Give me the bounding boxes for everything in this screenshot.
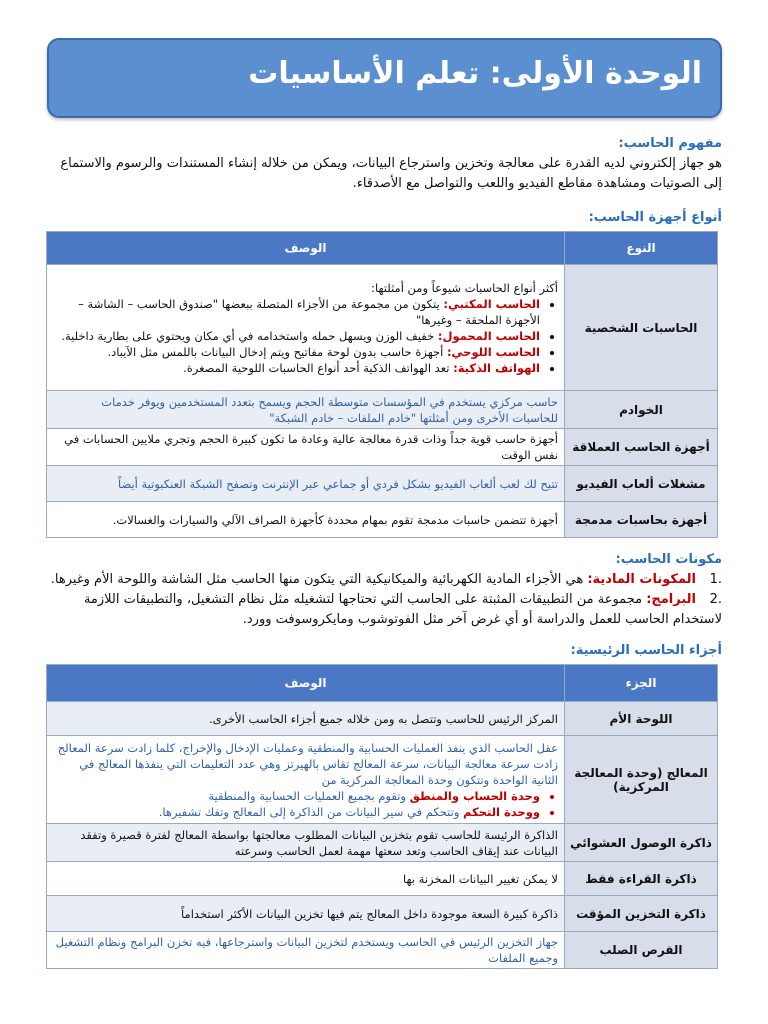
title-banner xyxy=(47,38,722,118)
item-text: يتكون من مجموعة من الأجزاء المتصلة ببعضها "صندوق الحاسب – الشاشة – الأجهزة الملحقة – وغيرها" xyxy=(78,296,540,327)
item-text: أجهزة حاسب بدون لوحة مفاتيح ويتم إدخال البيانات باللمس مثل الآيباد. xyxy=(107,344,447,359)
part-cell: ذاكرة الوصول العشوائي xyxy=(565,824,718,862)
page-title: الوحدة الأولى: تعلم الأساسيات xyxy=(248,56,702,91)
personal-intro: أكثر أنواع الحاسبات شيوعاً ومن أمثلتها: xyxy=(371,280,558,295)
desc-cell xyxy=(47,736,565,824)
part-cell: اللوحة الأم xyxy=(565,702,718,736)
item-term: البرامج: xyxy=(646,592,696,607)
item-term: الحاسب المكتبي: xyxy=(443,296,540,311)
table-row xyxy=(47,429,718,466)
col-desc-header: الوصف xyxy=(47,232,565,265)
list-item xyxy=(42,570,722,590)
types-table xyxy=(46,231,718,538)
part-cell: ذاكرة التخزين المؤقت xyxy=(565,896,718,932)
item-text: مجموعة من التطبيقات المثبتة على الحاسب التي تحتاجها لتشغيله مثل نظام التشغيل، والتطبيقات اللازمة لاستخدام الحاسب للعمل والدراسة أو أي غرض آخر مثل الفوتوشوب ومايكروسوفت وورد. xyxy=(83,592,722,627)
parts-header-row xyxy=(47,665,718,702)
part-cell: ذاكرة القراءة فقط xyxy=(565,862,718,896)
table-row xyxy=(47,265,718,391)
types-header-row xyxy=(47,232,718,265)
type-cell: أجهزة الحاسب العملاقة xyxy=(565,429,718,466)
desc-cell: لا يمكن تغيير البيانات المخزنة بها xyxy=(47,862,565,896)
item-term: الحاسب المحمول: xyxy=(437,328,540,343)
item-text: وتتحكم في سير البيانات من الذاكرة إلى المعالج وتفك تشفيرها. xyxy=(158,804,464,819)
part-cell: القرص الصلب xyxy=(565,932,718,969)
item-term: وحدة الحساب والمنطق xyxy=(409,788,540,803)
table-row xyxy=(47,702,718,736)
item-text: وتقوم بجميع العمليات الحسابية والمنطقية xyxy=(208,788,410,803)
item-number: .2 xyxy=(709,592,722,607)
parts-table xyxy=(46,664,718,969)
item-term: الحاسب اللوحي: xyxy=(446,344,540,359)
col-type-header: النوع xyxy=(565,232,718,265)
cpu-list xyxy=(53,788,558,820)
table-row xyxy=(47,391,718,429)
table-row xyxy=(47,896,718,932)
type-cell: أجهزة بحاسبات مدمجة xyxy=(565,502,718,538)
type-cell: الحاسبات الشخصية xyxy=(565,265,718,391)
parts-heading: أجزاء الحاسب الرئيسية: xyxy=(570,643,722,658)
desc-cell: ذاكرة كبيرة السعة موجودة داخل المعالج يتم فيها تخزين البيانات الأكثر استخداماً xyxy=(47,896,565,932)
item-text: هي الأجزاء المادية الكهربائية والميكانيكية التي يتكون منها الحاسب مثل الشاشة واللوحة الأم وغيرها. xyxy=(50,572,588,587)
col-part-header: الجزء xyxy=(565,665,718,702)
type-cell: الخوادم xyxy=(565,391,718,429)
table-row xyxy=(47,736,718,824)
desc-cell: تتيح لك لعب ألعاب الفيديو بشكل فردي أو جماعي عبر الإنترنت وتصفح الشبكة العنكبوتية أيضاً xyxy=(47,466,565,502)
cpu-intro: عقل الحاسب الذي ينفذ العمليات الحسابية والمنطقية وعمليات الإدخال والإخراج، كلما زادت سرعة المعالج زادت سرعة معالجة البيانات، سرعة المعالج تقاس بالهيرتز وهي عدد التعليمات التي ينفذها المعالج في الثانية الواحدة وتتكون وحدة المعالجة المركزية من xyxy=(57,740,558,787)
components-list xyxy=(42,570,722,630)
desc-cell: أجهزة تتضمن حاسبات مدمجة تقوم بمهام محددة كأجهزة الصراف الآلي والسيارات والغسالات. xyxy=(47,502,565,538)
item-text: تعد الهواتف الذكية أحد أنواع الحاسبات اللوحية المصغرة. xyxy=(183,360,454,375)
table-row xyxy=(47,466,718,502)
desc-cell: أجهزة حاسب قوية جداً وذات قدرة معالجة عالية وعادة ما تكون كبيرة الحجم وتجري ملايين الحسابات في نفس الوقت xyxy=(47,429,565,466)
part-cell: المعالج (وحدة المعالجة المركزية) xyxy=(565,736,718,824)
list-item xyxy=(42,590,722,630)
item-number: .1 xyxy=(709,572,722,587)
list-item xyxy=(53,360,540,376)
item-term: الهواتف الذكية: xyxy=(453,360,540,375)
desc-cell: حاسب مركزي يستخدم في المؤسسات متوسطة الحجم ويسمح بتعدد المستخدمين ويوفر خدمات للحاسبات الأخرى ومن أمثلتها "خادم الملفات – خادم الشبكة" xyxy=(47,391,565,429)
col-desc-header: الوصف xyxy=(47,665,565,702)
types-heading: أنواع أجهزة الحاسب: xyxy=(588,210,722,225)
personal-list xyxy=(53,296,558,376)
table-row xyxy=(47,824,718,862)
concept-text: هو جهاز إلكتروني لديه القدرة على معالجة وتخزين واسترجاع البيانات، ويمكن من خلاله إنشاء المستندات والرسوم والاستماع إلى الصوتيات ومشاهدة مقاطع الفيديو واللعب والتواصل مع الأصدقاء. xyxy=(60,156,722,191)
list-item xyxy=(53,804,540,820)
desc-cell: المركز الرئيس للحاسب وتتصل به ومن خلاله جميع أجزاء الحاسب الأخرى. xyxy=(47,702,565,736)
table-row xyxy=(47,862,718,896)
desc-cell: الذاكرة الرئيسة للحاسب تقوم بتخزين البيانات المطلوب معالجتها بواسطة المعالج لفترة قصيرة وتفقد البيانات عند إيقاف الحاسب وتعد سعتها مهمة لعمل الحاسب وسرعته xyxy=(47,824,565,862)
desc-cell xyxy=(47,265,565,391)
list-item xyxy=(53,344,540,360)
list-item xyxy=(53,296,540,328)
components-heading: مكونات الحاسب: xyxy=(615,552,722,567)
table-row xyxy=(47,502,718,538)
list-item xyxy=(53,788,540,804)
desc-cell: جهاز التخزين الرئيس في الحاسب ويستخدم لتخزين البيانات واسترجاعها، فيه تخزن البرامج ونظام التشغيل وجميع الملفات xyxy=(47,932,565,969)
item-text: خفيف الوزن ويسهل حمله واستخدامه في أي مكان ويحتوي على بطارية داخلية. xyxy=(61,328,438,343)
table-row xyxy=(47,932,718,969)
item-term: ووحدة التحكم xyxy=(463,804,540,819)
concept-heading: مفهوم الحاسب: xyxy=(618,136,722,151)
item-term: المكونات المادية: xyxy=(587,572,696,587)
type-cell: مشغلات ألعاب الفيديو xyxy=(565,466,718,502)
list-item xyxy=(53,328,540,344)
